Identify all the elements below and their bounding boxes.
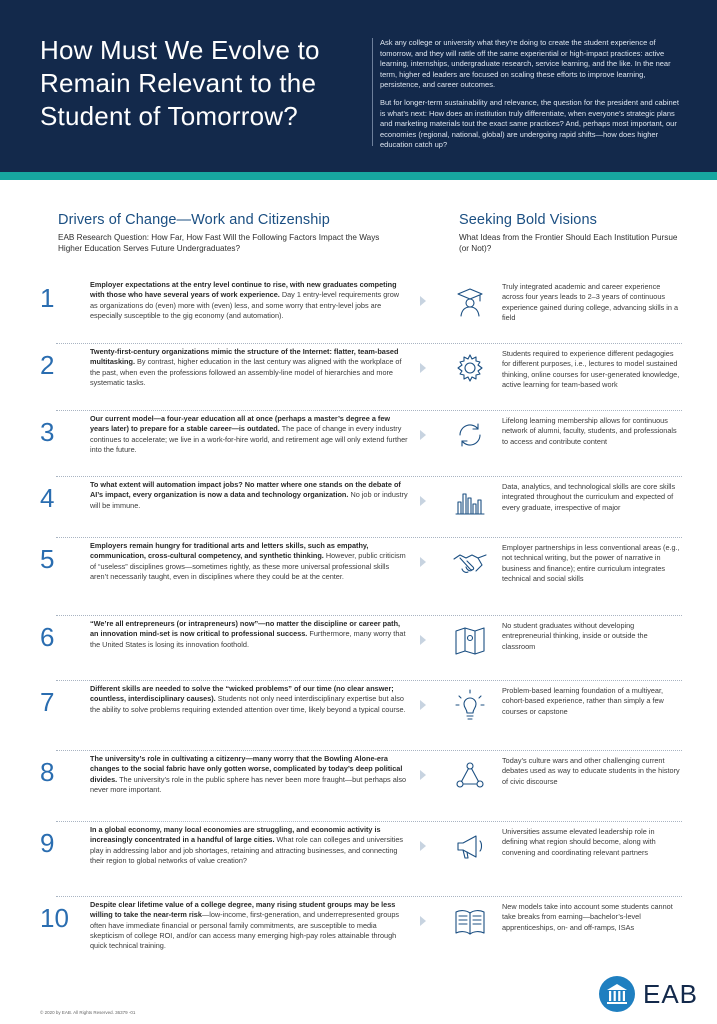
driver-row [0,414,717,479]
driver-text [90,480,408,511]
row-divider [56,410,682,411]
driver-row [0,684,717,753]
vision-text: Students required to experience different pedagogies for different purposes, i.e., lectures to model sustained thinking, online courses for user-generated knowledge, active learning for team-based work [502,349,680,389]
chevron-right-icon [420,496,426,506]
chevron-right-icon [420,916,426,926]
chevron-right-icon [420,430,426,440]
vision-text: Lifelong learning membership allows for continuous network of alumni, faculty, students, and professionals to access and contribute content [502,416,677,446]
driver-text-bold: “We’re all entrepreneurs (or intrapreneurs) now”—no matter the discipline or career path, an innovation mind-set is now critical to professional success. [90,619,401,639]
copyright-text: © 2020 by EAB. All Rights Reserved. 36379 -01 [40,1010,136,1015]
driver-number: 6 [40,622,55,652]
visions-section-header [459,212,689,254]
row-divider [56,680,682,681]
vision-text: Truly integrated academic and career experience across four years leads to 2–3 years of continuous experience gained during college, advancing skills in a field [502,282,679,322]
driver-text-body: What role can colleges and universities play in addressing labor and job shortages, retaining and attracting businesses, and connecting their region to global networks of value creation? [90,835,404,865]
driver-text-bold: Different skills are needed to solve the “wicked problems” of our time (no clear answer; countless, interdisciplinary causes). [90,684,394,704]
drivers-title: Drivers of Change—Work and Citizenship [58,212,330,228]
chevron-right-icon [420,296,426,306]
chevron-right-icon [420,635,426,645]
columns-building-icon [599,976,635,1012]
visions-title: Seeking Bold Visions [459,212,597,228]
vision-text: New models take into account some students cannot take breaks from earning—bachelor’s-level apprenticeships, on- and off-ramps, ISAs [502,902,673,932]
driver-text-body: The pace of change in every industry continues to accelerate; we live in a work-for-hire world, and retirement age will only extend further into the future. [90,424,408,454]
driver-text-bold: To what extent will automation impact jobs? No matter where one stands on the debate of AI’s impact, every organization is now a data and technology organization. [90,480,401,500]
cycle-icon [450,418,490,452]
teal-accent-bar [0,172,717,180]
gear-icon [450,351,490,385]
handshake-icon [450,545,490,579]
network-icon [450,758,490,792]
driver-row [0,480,717,540]
chevron-right-icon [420,557,426,567]
header-divider [372,38,373,146]
row-divider [56,750,682,751]
driver-number: 1 [40,283,55,313]
driver-text [90,825,408,866]
driver-number: 4 [40,483,55,513]
driver-text [90,619,408,650]
driver-text-body: By contrast, higher education in the last century was aligned with the workplace of the past, when even the professions followed an assembly-line model of hierarchies and more systematic tasks. [90,357,402,387]
vision-text: Data, analytics, and technological skills are core skills integrated throughout the curriculum and expected of every graduate, irrespective of major [502,482,676,512]
intro-paragraph-2: But for longer-term sustainability and relevance, the question for the president and cabinet is what’s next: How does an institution truly differentiate, when everyone’s strategic plans and marketing materials tout the exact same practices? And, perhaps most important, our economies (regional, national, global) are undergoing rapid shifts—how does higher education catch up? [380,97,679,150]
driver-text-bold: The university’s role in cultivating a citizenry—many worry that the Bowling Alone-era changes to the social fabric have only gotten worse, complicated by today’s deep political divides. [90,754,403,784]
driver-row [0,347,717,413]
driver-text [90,280,408,321]
row-divider [56,476,682,477]
row-divider [56,343,682,344]
vision-text: Universities assume elevated leadership role in defining what region should become, along with convening and coordinating relevant partners [502,827,656,857]
driver-text-body: However, public criticism of “useless” disciplines grows—sometimes rightly, as these more universal professional skills aren’t necessarily taught, even in disciplines where they could be at the center. [90,551,406,581]
driver-row [0,754,717,824]
driver-text-body: Students not only need interdisciplinary expertise but also the ability to solve problems requiring extended attention over time, likely beyond a typical course. [90,694,406,714]
driver-text-bold: Employers remain hungry for traditional arts and letters skills, such as empathy, communication, cross-cultural competency, and synthetic thinking. [90,541,369,561]
driver-number: 7 [40,687,55,717]
driver-text-bold: Our current model—a four-year education all at once (perhaps a master’s degree a few years later) to prepare for a stable career—is outdated. [90,414,391,434]
drivers-section-header [58,212,398,254]
row-divider [56,537,682,538]
chevron-right-icon [420,770,426,780]
driver-row [0,541,717,618]
chevron-right-icon [420,363,426,373]
chevron-right-icon [420,700,426,710]
graduate-icon [450,284,490,318]
row-divider [56,821,682,822]
driver-number: 10 [40,903,69,933]
driver-text-body: —low-income, first-generation, and underrepresented groups often have immediate financial or personal family commitments, are susceptible to media skepticism of college ROI, and/or can access many emerging high-pay roles attainable through quick technical training. [90,910,400,951]
drivers-subtitle: EAB Research Question: How Far, How Fast Will the Following Factors Impact the Ways Higher Education Serves Future Undergraduates? [58,233,380,253]
driver-row [0,280,717,346]
intro-paragraph-1: Ask any college or university what they’re doing to create the student experience of tomorrow, and they will rattle off the same experiential or high-impact practices: active learning, internships, undergraduate research, service learning, and the like. In the near term, higher ed leaders are focused on scaling these efforts to improve learning, persistence, and career outcomes. [380,38,671,90]
driver-text [90,900,408,951]
driver-row [0,825,717,899]
chevron-right-icon [420,841,426,851]
driver-row [0,619,717,683]
driver-number: 3 [40,417,55,447]
map-icon [450,623,490,657]
driver-text-body: Furthermore, many worry that the United States is losing its innovation foothold. [90,629,406,649]
row-divider [56,896,682,897]
vision-text: Problem-based learning foundation of a multiyear, cohort-based experience, rather than simply a few courses or capstone [502,686,664,716]
eab-logo [599,974,699,1014]
bar-chart-icon [450,484,490,518]
driver-text [90,414,408,455]
driver-text [90,541,408,582]
driver-text-body: The university’s role in the public sphere has never been more fraught—but perhaps also never more important. [90,774,407,794]
row-divider [56,615,682,616]
driver-number: 2 [40,350,55,380]
driver-text-body: No job or industry will be immune. [90,490,408,510]
driver-text-bold: Twenty-first-century organizations mimic the structure of the Internet: flatter, team-based multitasking. [90,347,399,367]
driver-text [90,684,408,715]
book-icon [450,904,490,938]
visions-subtitle: What Ideas from the Frontier Should Each Institution Pursue (or Not)? [459,233,678,253]
lightbulb-icon [450,688,490,722]
driver-text [90,754,408,795]
driver-text-body: Day 1 entry-level requirements grow as organizations do (even) more with (even) less, and some worry that entry-level jobs are especially susceptible to the gig economy (and automation). [90,290,400,320]
page-title: How Must We Evolve to Remain Relevant to the Student of Tomorrow? [40,35,320,131]
driver-text [90,347,408,388]
vision-text: Today’s culture wars and other challenging current debates used as way to educate students in the history of civic discourse [502,756,680,786]
driver-number: 5 [40,544,55,574]
header-banner [0,0,717,172]
driver-text-bold: In a global economy, many local economies are struggling, and economic activity is increasingly concentrated in a handful of large cities. [90,825,381,845]
vision-text: Employer partnerships in less conventional areas (e.g., not technical writing, but the power of narrative in business and finance); entire curriculum integrates technical and social skills [502,543,680,583]
header-intro [380,38,685,158]
megaphone-icon [450,829,490,863]
driver-number: 9 [40,828,55,858]
driver-number: 8 [40,757,55,787]
driver-text-bold: Employer expectations at the entry level continue to rise, with new graduates competing with those who have several years of work experience. [90,280,397,300]
vision-text: No student graduates without developing entrepreneurial thinking, inside or outside the classroom [502,621,648,651]
driver-row [0,900,717,980]
logo-text: EAB [643,979,699,1009]
driver-text-bold: Despite clear lifetime value of a college degree, many rising student groups may be less willing to take the near-term risk [90,900,396,920]
